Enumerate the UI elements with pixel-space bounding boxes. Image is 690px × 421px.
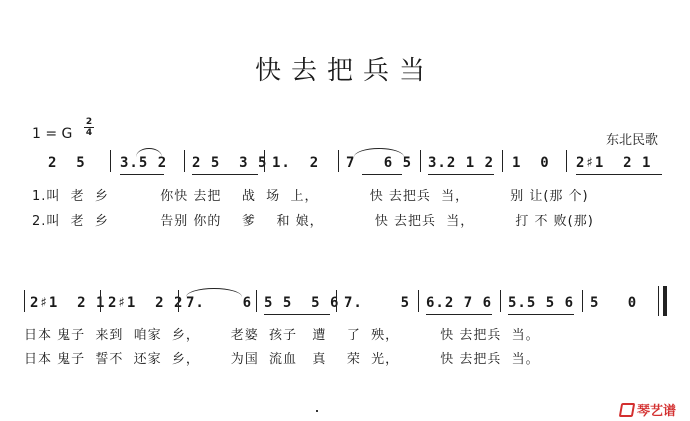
measure-1-notes: 2 5 bbox=[48, 155, 86, 171]
key-signature: 1 = G bbox=[32, 126, 73, 142]
beam-underline bbox=[264, 314, 330, 315]
measure-8-notes: 2♯1 2 1 bbox=[576, 155, 652, 171]
beam-underline bbox=[576, 174, 662, 175]
beam-underline bbox=[120, 174, 164, 175]
final-barline-thin bbox=[658, 286, 659, 316]
slur bbox=[354, 148, 404, 157]
measure-14-notes: 6.2 7 6 bbox=[426, 295, 493, 311]
page-dot bbox=[316, 410, 318, 412]
measure-16-notes: 5 0 bbox=[590, 295, 638, 311]
meter-bottom: 4 bbox=[85, 128, 93, 138]
lyrics-verse-1: 日本 鬼子 来到 咱家 乡， 老婆 孩子 遭 了 殃， 快 去把兵 当。 bbox=[24, 328, 540, 343]
barline bbox=[110, 150, 111, 172]
barline bbox=[502, 150, 503, 172]
measure-9-notes: 2♯1 2 1 bbox=[30, 295, 106, 311]
barline bbox=[500, 290, 501, 312]
measure-5-notes: 7 6 5 bbox=[346, 155, 413, 171]
barline bbox=[336, 290, 337, 312]
measure-15-notes: 5.5 5 6 bbox=[508, 295, 575, 311]
beam-underline bbox=[508, 314, 574, 315]
beam-underline bbox=[428, 174, 494, 175]
barline bbox=[418, 290, 419, 312]
slur bbox=[186, 288, 242, 297]
measure-12-notes: 5 5 5 6 bbox=[264, 295, 340, 311]
lyrics-verse-2: 2.叫 老 乡 告别 你的 爹 和 娘， 快 去把兵 当， 打 不 败(那) bbox=[32, 214, 594, 229]
logo-text: 琴艺谱 bbox=[637, 404, 677, 419]
site-logo bbox=[620, 400, 676, 419]
measure-3-notes: 2 5 3 5 bbox=[192, 155, 268, 171]
logo-mark-icon bbox=[619, 403, 635, 417]
barline bbox=[100, 290, 101, 312]
barline bbox=[338, 150, 339, 172]
lyrics-verse-2: 日本 鬼子 誓不 还家 乡， 为国 流血 真 荣 光， 快 去把兵 当。 bbox=[24, 352, 540, 367]
measure-4-notes: 1. 2 bbox=[272, 155, 320, 171]
slur bbox=[136, 148, 162, 157]
barline bbox=[420, 150, 421, 172]
song-attribution: 东北民歌 bbox=[606, 133, 659, 148]
measure-13-notes: 7. 5 bbox=[344, 295, 411, 311]
barline bbox=[256, 290, 257, 312]
barline bbox=[264, 150, 265, 172]
beam-underline bbox=[362, 174, 402, 175]
beam-underline bbox=[192, 174, 258, 175]
barline bbox=[184, 150, 185, 172]
meter-top: 2 bbox=[85, 117, 93, 127]
barline bbox=[566, 150, 567, 172]
time-signature bbox=[84, 118, 94, 137]
beam-underline bbox=[426, 314, 492, 315]
measure-7-notes: 1 0 bbox=[512, 155, 550, 171]
final-barline-thick bbox=[663, 286, 667, 316]
measure-10-notes: 2♯1 2 2 bbox=[108, 295, 184, 311]
song-title: 快去把兵当 bbox=[254, 56, 435, 86]
barline bbox=[24, 290, 25, 312]
barline bbox=[582, 290, 583, 312]
measure-11-notes: 7. 6 bbox=[186, 295, 253, 311]
lyrics-verse-1: 1.叫 老 乡 你快 去把 战 场 上， 快 去把兵 当， 别 让(那 个) bbox=[32, 189, 589, 204]
measure-6-notes: 3.2 1 2 bbox=[428, 155, 495, 171]
measure-2-notes: 3.5 2 bbox=[120, 155, 168, 171]
barline bbox=[178, 290, 179, 312]
